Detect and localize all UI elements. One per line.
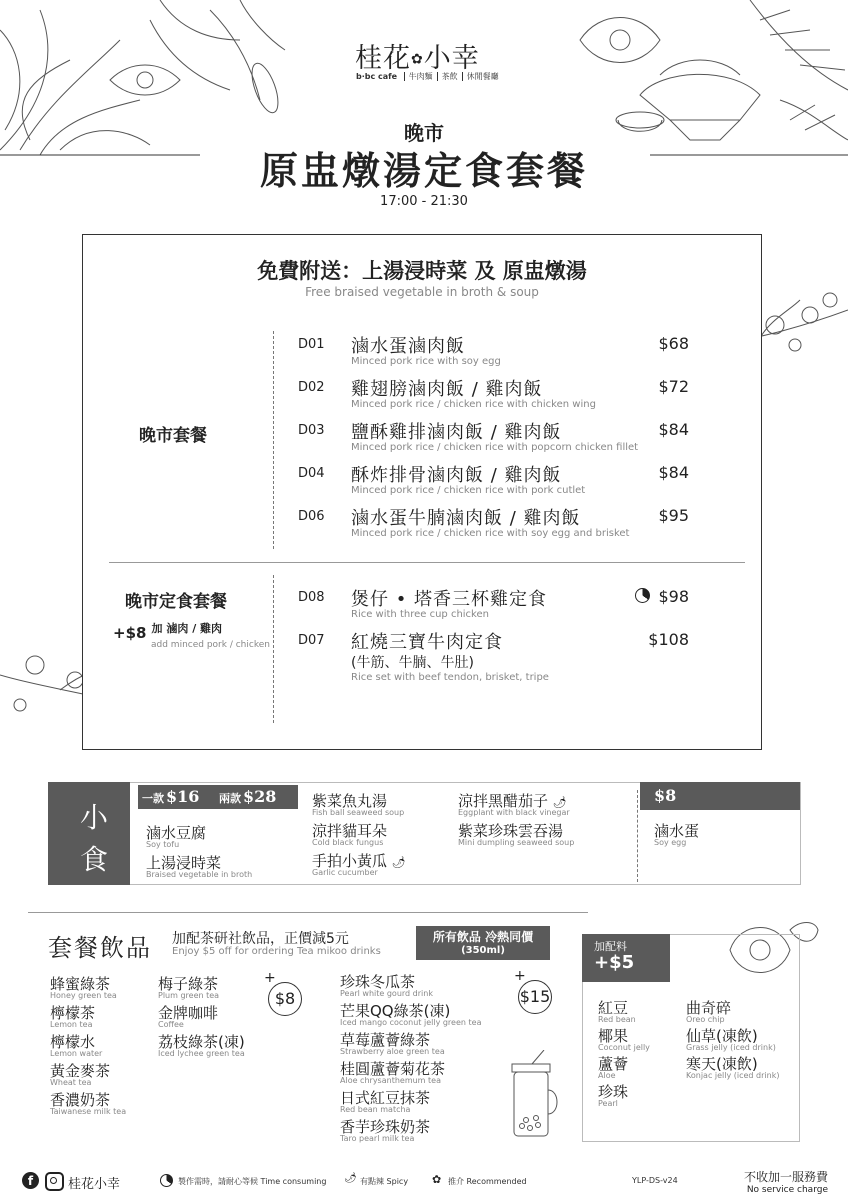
recommended-icon: ✿ [432,1173,442,1186]
legend-spicy-en: Spicy [386,1177,409,1186]
drink-item [50,1060,126,1089]
topping-item [686,1025,779,1053]
one-item-price: $16 [166,787,200,806]
snack-name: 紫菜珍珠雲吞湯 [458,822,564,840]
drink-name: 芒果QQ綠茶(凍) [340,1002,451,1020]
free-offer-title: 免費附送：上湯浸時菜 及 原盅燉湯 [257,258,587,283]
drink-name: 梅子綠茶 [158,975,219,993]
brand-logo [355,36,480,75]
drink-english: Taiwanese milk tea [50,1107,127,1116]
item-english: Minced pork rice / chicken rice with chicken wing [351,399,596,410]
snack-name: 涼拌貓耳朵 [312,822,388,840]
item-english: Rice with three cup chicken [351,609,489,620]
item-code: D02 [298,380,325,395]
topping-item [598,1025,650,1053]
menu-item [83,375,761,415]
legend-spicy [360,1176,408,1187]
drinks-col-3 [340,971,481,1145]
topping-name: 曲奇碎 [686,999,732,1017]
snack-item [312,790,404,817]
topping-item [598,1053,650,1081]
snack-name: 紫菜魚丸湯 [312,792,388,810]
item-price: $95 [658,506,689,525]
drink-name: 黃金麥茶 [50,1062,111,1080]
social-name: 桂花小幸 [68,1177,121,1192]
topping-name: 寒天(凍飲) [686,1055,758,1073]
drink-item [50,973,126,1002]
snack-english: Soy tofu [146,840,180,849]
item-price: $98 [658,587,689,606]
plus-icon: + [514,968,526,984]
item-english: Minced pork rice / chicken rice with pork cutlet [351,485,586,496]
drink-name: 珍珠冬瓜茶 [340,973,416,991]
topping-item [598,997,650,1025]
drink-english: Pearl white gourd drink [340,989,433,998]
drink-english: Taro pearl milk tea [340,1134,415,1143]
page-title: 原盅燉湯定食套餐 [259,148,588,193]
drink-english: Red bean matcha [340,1105,411,1114]
price-circle-15: $15 [518,980,552,1014]
topping-english: Pearl [598,1099,618,1108]
addon-text: 加 滷肉 / 雞肉 [151,622,223,635]
item-english: Minced pork rice with soy egg [351,356,501,367]
item-name: 紅燒三寶牛肉定食 [351,632,503,653]
brand-tagline [356,71,499,82]
toppings-label: 加配料 [594,940,627,953]
drink-cup-illustration [502,1050,562,1140]
snack-item [458,820,574,847]
legend-recommended-en: Recommended [466,1177,527,1186]
snack-item [312,850,406,877]
divider-dashed [637,790,638,882]
legend-recommended-zh: 推介 [448,1177,464,1186]
snack-english: Braised vegetable in broth [146,870,253,879]
drink-item [340,971,481,1000]
snack-english: Garlic cucumber [312,868,378,877]
two-item-price: $28 [242,787,277,806]
item-price: $84 [658,420,689,439]
topping-english: Red bean [598,1015,636,1024]
addon-english: add minced pork / chicken [151,640,270,650]
spicy-icon: 🌶 [391,856,406,869]
topping-english: Aloe [598,1071,616,1080]
menu-item [83,418,761,458]
section-divider [109,562,745,563]
toppings-col-1 [598,997,650,1109]
service-charge-zh: 不收加一服務費 [743,1170,828,1184]
drink-english: Iced lychee green tea [158,1049,245,1058]
section-label-set-meal: 晚市定食套餐 [125,592,227,612]
drink-item [50,1089,126,1118]
badge-line: 所有飲品 冷熱同價 [432,930,534,944]
one-item-label: 一款 [142,792,164,805]
legend-spicy-zh: 有點辣 [360,1177,384,1186]
item-english: Minced pork rice / chicken rice with popcorn chicken fillet [351,442,639,453]
item-english: Minced pork rice / chicken rice with soy egg and brisket [351,528,630,539]
drinks-divider [28,912,588,913]
drink-item [158,973,245,1002]
drink-english: Wheat tea [50,1078,92,1087]
facebook-icon[interactable]: f [22,1172,39,1189]
snacks-title-char: 小 [80,801,109,834]
free-offer-english: Free braised vegetable in broth & soup [305,285,539,299]
service-charge-en: No service charge [746,1185,828,1195]
snack-english: Mini dumpling seaweed soup [458,838,575,847]
topping-item [686,997,779,1025]
price-circle-8: $8 [268,982,302,1016]
topping-item [598,1081,650,1109]
item-english: Rice set with beef tendon, brisket, tripe [351,672,549,683]
drink-name: 桂圓蘆薈菊花茶 [340,1060,446,1078]
snack-name-text: 手拍小黃瓜 [312,852,388,870]
toppings-col-2 [686,997,779,1081]
drink-name: 草莓蘆薈綠茶 [340,1031,431,1049]
item-code: D01 [298,337,325,352]
drink-name: 荔枝綠茶(凍) [158,1033,245,1051]
snack-item [146,822,206,849]
topping-english: Coconut jelly [598,1043,650,1052]
topping-english: Oreo chip [686,1015,725,1024]
drink-item [158,1002,245,1031]
brand-tag: 休閒餐廳 [462,72,499,81]
badge-line: (350ml) [461,945,505,956]
snack-name: 滷水蛋 [654,822,700,840]
legend-time [178,1176,326,1187]
snack-item [146,852,252,879]
item-code: D07 [298,633,325,648]
item-name: 鹽酥雞排滷肉飯 / 雞肉飯 [351,422,562,443]
drink-english: Strawberry aloe green tea [340,1047,445,1056]
snacks-title-char: 食 [80,843,109,876]
drink-english: Honey green tea [50,991,117,1000]
spicy-icon: 🌶 [552,796,567,809]
snack-english: Eggplant with black vinegar [458,808,570,817]
drink-item [50,1002,126,1031]
topping-name: 椰果 [598,1027,629,1045]
logo-flower-icon: ✿ [411,51,424,68]
drink-name: 日式紅豆抹茶 [340,1089,431,1107]
topping-name: 紅豆 [598,999,629,1017]
topping-name: 仙草(凍飲) [686,1027,758,1045]
item-name: 滷水蛋牛腩滷肉飯 / 雞肉飯 [351,508,581,529]
snack-item [654,820,699,847]
drink-english: Lemon tea [50,1020,93,1029]
opening-hours: 17:00 - 21:30 [380,194,468,209]
snack-item [458,790,570,817]
addon-price: +$8 [113,624,147,642]
item-code: D03 [298,423,325,438]
drink-english: Lemon water [50,1049,103,1058]
snacks-title-block [48,782,130,885]
menu-item [83,332,761,372]
menu-code: YLP-DS-v24 [632,1176,678,1185]
item-price: $68 [658,334,689,353]
snack-name: 滷水豆腐 [146,824,207,842]
item-name: 雞翅膀滷肉飯 / 雞肉飯 [351,379,543,400]
item-price: $84 [658,463,689,482]
drinks-title: 套餐飲品 [48,934,152,962]
drink-name: 金牌咖啡 [158,1004,219,1022]
drink-item [158,1031,245,1060]
legend-time-zh: 製作需時，請耐心等候 [178,1177,258,1186]
menu-item [83,585,761,625]
brand-name-2: 小幸 [423,43,480,74]
drink-item [340,1000,481,1029]
menu-item [83,461,761,501]
topping-name: 蘆薈 [598,1055,629,1073]
drinks-note: 加配茶研社飲品，正價減5元 [172,931,349,947]
drink-item [340,1116,481,1145]
menu-item [83,628,761,688]
item-code: D04 [298,466,325,481]
drink-english: Iced mango coconut jelly green tea [340,1018,482,1027]
section-label-dinner-set: 晚市套餐 [139,426,207,446]
drinks-col-1 [50,973,126,1118]
drink-item [340,1058,481,1087]
drink-item [50,1031,126,1060]
drink-item [340,1029,481,1058]
drink-name: 香濃奶茶 [50,1091,111,1109]
item-price: $72 [658,377,689,396]
item-subtitle: (牛筋、牛腩、牛肚) [351,655,474,671]
instagram-icon[interactable] [45,1172,64,1191]
topping-english: Grass jelly (iced drink) [686,1043,776,1052]
snack-english: Soy egg [654,838,687,847]
topping-english: Konjac jelly (iced drink) [686,1071,780,1080]
item-name: 滷水蛋滷肉飯 [351,336,465,357]
toppings-badge [582,934,670,982]
brand-cafe: b·bc cafe [356,72,398,81]
spicy-icon: 🌶 [344,1173,357,1184]
snack-item [312,820,387,847]
toppings-price: +$5 [594,952,635,973]
drink-item [340,1087,481,1116]
item-code: D06 [298,509,325,524]
plus-icon: + [264,970,276,986]
item-price: $108 [648,630,689,649]
two-item-label: 兩款 [218,792,241,805]
snack-name-text: 涼拌黑醋茄子 [458,792,549,810]
drink-name: 蜂蜜綠茶 [50,975,111,993]
snacks-price-bar [138,785,298,809]
service-charge-note [720,1168,828,1195]
drink-name: 香芋珍珠奶茶 [340,1118,431,1136]
item-name: 煲仔 • 塔香三杯雞定食 [351,589,548,610]
drinks-badge [416,926,550,960]
legend-recommended [448,1176,527,1187]
brand-name: 桂花 [355,43,411,74]
item-name: 酥炸排骨滷肉飯 / 雞肉飯 [351,465,562,486]
drink-name: 檸檬茶 [50,1004,96,1022]
set-menu-box [82,234,762,750]
legend-time-en: Time consuming [260,1177,327,1186]
drinks-note-english: Enjoy $5 off for ordering Tea mikoo drinks [172,946,381,957]
drinks-col-2 [158,973,245,1060]
snack-name: 上湯浸時菜 [146,854,222,872]
extra-price-bar: $8 [640,782,800,810]
snack-english: Fish ball seaweed soup [312,808,405,817]
drink-english: Coffee [158,1020,184,1029]
drink-name: 檸檬水 [50,1033,96,1051]
brand-tag: 茶飲 [437,72,458,81]
session-label: 晚市 [404,121,444,145]
brand-tag: 牛肉麵 [404,72,433,81]
time-consuming-icon [160,1174,173,1187]
topping-item [686,1053,779,1081]
drink-english: Plum green tea [158,991,220,1000]
topping-name: 珍珠 [598,1083,629,1101]
snack-english: Cold black fungus [312,838,384,847]
menu-item [83,504,761,544]
item-code: D08 [298,590,325,605]
drink-english: Aloe chrysanthemum tea [340,1076,441,1085]
